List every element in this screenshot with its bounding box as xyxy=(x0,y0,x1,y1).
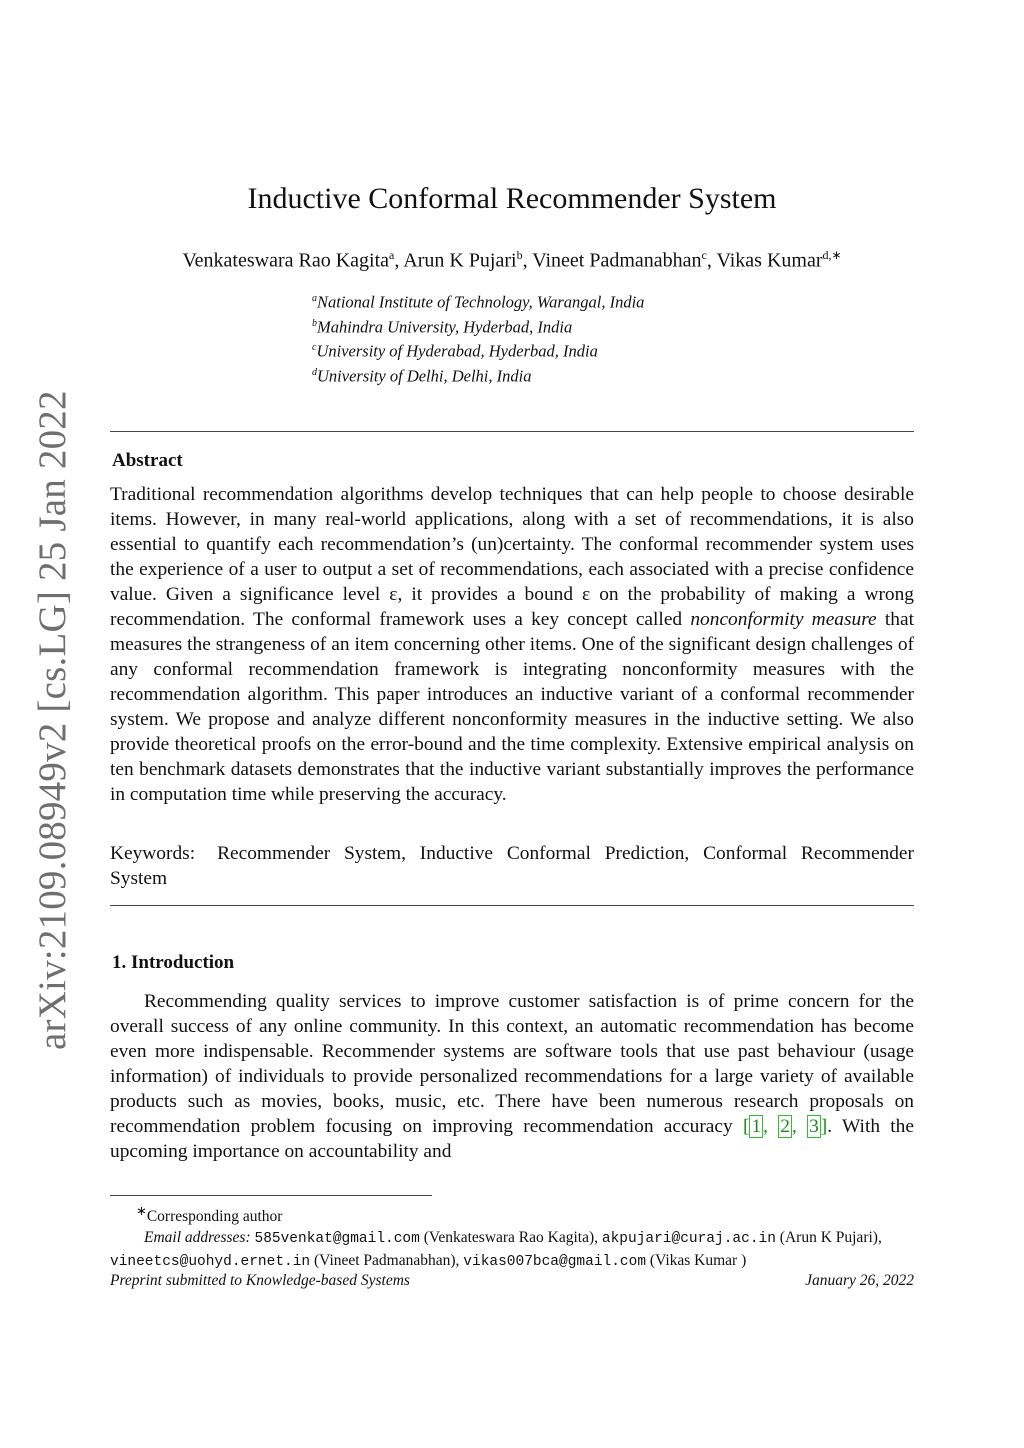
affiliation-text: University of Delhi, Delhi, India xyxy=(317,366,532,385)
intro-text: . With the upcoming importance on accountability and xyxy=(110,1116,914,1162)
affiliation-text: National Institute of Technology, Warangal, India xyxy=(317,292,645,312)
affiliation-mark: b xyxy=(312,317,317,329)
abstract-heading: Abstract xyxy=(112,450,183,471)
author-mark: a xyxy=(389,248,395,262)
author-name: Vikas Kumar xyxy=(716,249,823,272)
preprint-date: January 26, 2022 xyxy=(805,1272,914,1289)
footnote-rule xyxy=(110,1195,432,1196)
email-owner: (Arun K Pujari), xyxy=(779,1229,882,1247)
cite-separator: , xyxy=(763,1116,779,1137)
author-name: Vineet Padmanabhan xyxy=(532,249,702,272)
author-mark: b xyxy=(516,248,523,262)
footnotes xyxy=(110,1200,914,1273)
email-owner: (Vikas Kumar ) xyxy=(649,1252,747,1270)
preprint-note: Preprint submitted to Knowledge-based Systems xyxy=(110,1272,410,1289)
footnote-corresponding xyxy=(110,1200,914,1227)
email-label: Email addresses: xyxy=(144,1229,251,1247)
abstract-emphasis: nonconformity measure xyxy=(690,609,877,630)
affiliation xyxy=(312,288,644,313)
citation-link[interactable]: 3 xyxy=(809,1116,819,1137)
abstract-text: that measures the strangeness of an item concerning other items. One of the significant design challenges of any conformal recommendation framework is integrating nonconformity measures with the recommendation algorithm. This paper introduces an inductive variant of a conformal recommender system. We propose and analyze different nonconformity measures in the inductive setting. We also provide theoretical proofs on the error-bound and the time complexity. Extensive empirical analysis on ten benchmark datasets demonstrates that the inductive variant substantially improves the performance in computation time while preserving the accuracy. xyxy=(110,609,914,805)
affiliation-list xyxy=(312,288,644,386)
keywords-label: Keywords: xyxy=(110,843,196,864)
affiliation-text: University of Hyderabad, Hyderbad, India xyxy=(316,341,598,361)
section-heading-introduction: 1. Introduction xyxy=(112,952,235,973)
affiliation xyxy=(312,313,644,338)
footnote-mark: ∗ xyxy=(136,1203,147,1218)
email-link[interactable]: vineetcs@uohyd.ernet.in xyxy=(110,1254,311,1271)
abstract-bottom-rule xyxy=(110,905,914,906)
arxiv-stamp: arXiv:2109.08949v2 [cs.LG] 25 Jan 2022 xyxy=(31,390,74,1050)
footnote-text: Corresponding author xyxy=(146,1208,283,1226)
abstract-top-rule xyxy=(110,431,914,432)
abstract-text: Traditional recommendation algorithms develop techniques that can help people to choose desirable items. However, in many real-world applications, along with a set of recommendations, it is also essential to quantify each recommendation’s (un)certainty. The conformal recommender system uses the experience of a user to output a set of recommendations, each associated with a precise confidence value. Given a significance level ε, it provides a bound ε on the probability of making a wrong recommendation. The conformal framework uses a key concept called xyxy=(110,484,914,630)
author-name: Venkateswara Rao Kagita xyxy=(182,249,390,272)
introduction-body xyxy=(110,989,914,1164)
author-list: Venkateswara Rao Kagita$^a$, Arun K Pujari$^b$, Vineet Padmanabhan$^c$, Vikas Kumar$^{d,∗}$ xyxy=(182,248,842,272)
email-owner: (Venkateswara Rao Kagita), xyxy=(423,1229,599,1247)
citation-link[interactable]: 1 xyxy=(751,1116,762,1137)
keywords-text: Recommender System, Inductive Conformal Prediction, Conformal Recommender System xyxy=(110,843,914,889)
email-link[interactable]: akpujari@curaj.ac.in xyxy=(601,1231,776,1248)
cite-bracket: ] xyxy=(820,1116,828,1137)
author-mark: c xyxy=(701,248,707,262)
cite-bracket: [ xyxy=(742,1116,750,1137)
affiliation xyxy=(312,337,644,362)
abstract-body xyxy=(110,482,914,807)
affiliation xyxy=(312,362,644,387)
paper-title: Inductive Conformal Recommender System xyxy=(247,182,777,215)
affiliation-mark: c xyxy=(312,342,317,353)
keywords xyxy=(110,841,914,891)
author-name: Arun K Pujari xyxy=(403,249,517,272)
cite-separator: , xyxy=(791,1116,808,1137)
footnote-emails xyxy=(110,1227,914,1273)
email-owner: (Vineet Padmanabhan), xyxy=(314,1252,460,1270)
email-link[interactable]: 585venkat@gmail.com xyxy=(254,1231,420,1248)
author-mark: d,∗ xyxy=(822,248,842,262)
email-link[interactable]: vikas007bca@gmail.com xyxy=(463,1254,647,1271)
affiliation-mark: d xyxy=(312,366,317,378)
citation-group xyxy=(743,1115,827,1138)
affiliation-text: Mahindra University, Hyderbad, India xyxy=(317,317,573,336)
affiliation-mark: a xyxy=(312,293,317,304)
intro-text: Recommending quality services to improve customer satisfaction is of prime concern for the overall success of any online community. In this context, an automatic recommendation has become even more indispensable. Recommender systems are software tools that use past behaviour (usage information) of individuals to provide personalized recommendations for a large variety of available products such as movies, books, music, etc. There have been numerous research proposals on recommendation problem focusing on improving recommendation accuracy xyxy=(110,991,914,1137)
citation-link[interactable]: 2 xyxy=(780,1116,790,1137)
